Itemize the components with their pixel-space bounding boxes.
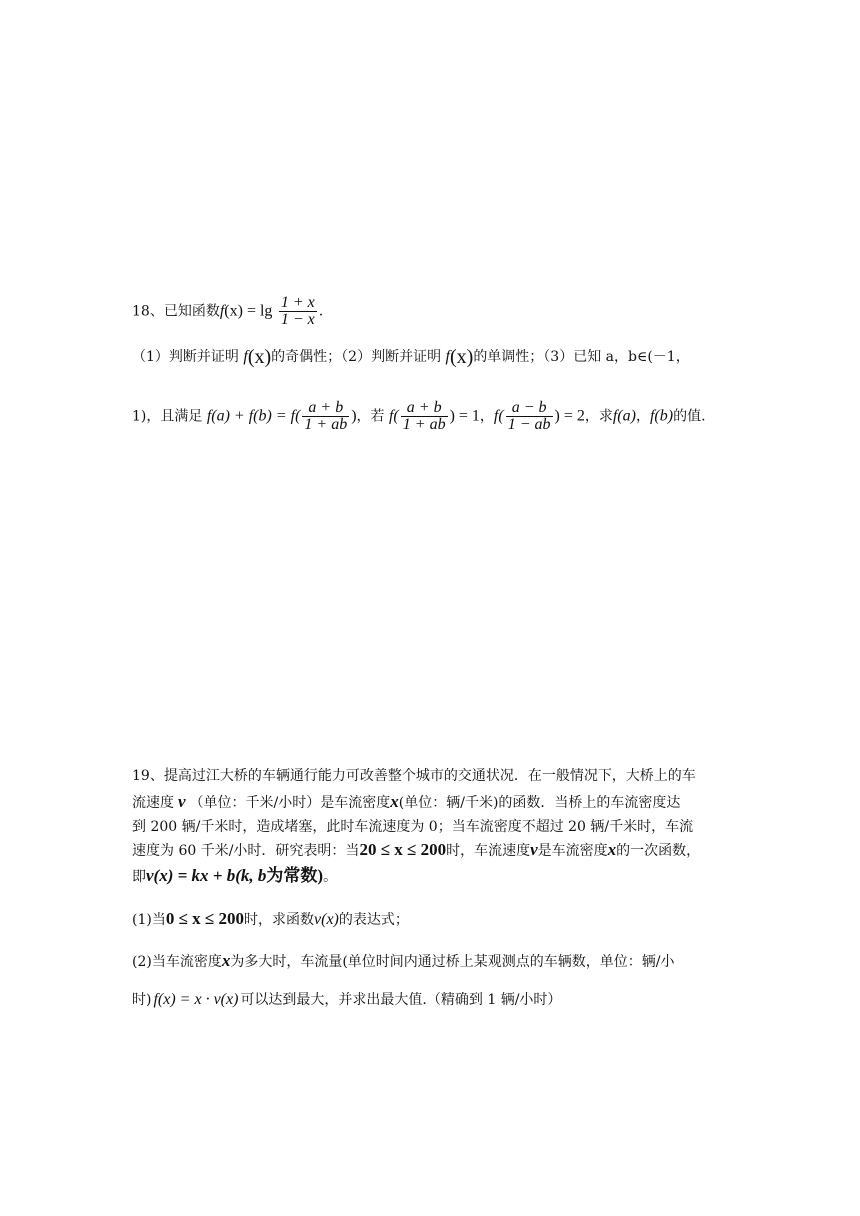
q18-ab-num: a + b	[302, 400, 349, 417]
q19-line5	[132, 866, 337, 887]
q18-eq2-num: a − b	[506, 400, 553, 417]
q19-x: x	[390, 792, 399, 811]
q19-line2	[132, 792, 680, 813]
q18-eq-lg: = lg	[242, 302, 273, 320]
q18-eq1-den: 1 + ab	[402, 416, 446, 433]
q18-statement	[132, 295, 323, 328]
q18-ask: ，求	[584, 408, 613, 425]
q18-eq1-val: ) = 1	[449, 407, 480, 425]
q19-line5-end: 。	[323, 869, 338, 885]
q18-condition-line	[132, 400, 706, 433]
q19-p1-a: (1)当	[132, 912, 166, 928]
q18-cond1-frac	[302, 400, 349, 433]
q19-part2	[132, 951, 675, 972]
q18-sep: ，	[479, 408, 494, 425]
q19-p1-c: 的表达式；	[338, 912, 409, 928]
q19-line2-a: 流速度	[132, 795, 174, 811]
q18-fb: f(b)	[649, 407, 674, 425]
q18-part2-tail: 的单调性；（3）已知 a，b∈(－1，	[473, 349, 690, 365]
q18-part1-f: f	[243, 348, 248, 365]
q19-part2-line2	[132, 990, 561, 1010]
q18-eq2-val: ) = 2	[554, 407, 585, 425]
q19-line5-const: 为常数)	[266, 866, 324, 885]
q19-line4-a: 速度为 60 千米/小时．研究表明：当	[132, 843, 360, 859]
q19-line5-a: 即	[132, 869, 146, 885]
q18-frac-num: 1 + x	[280, 294, 315, 311]
q19-ineq1: 20 ≤ x ≤ 200	[359, 840, 447, 859]
q18-part1-x: (x)	[247, 346, 272, 368]
q19-line1: 19、提高过江大桥的车辆通行能力可改善整个城市的交通状况．在一般情况下，大桥上的车	[132, 768, 696, 784]
q19-v: v	[178, 792, 186, 811]
q18-sep2: ，	[635, 408, 650, 425]
q19-p2-b: 为多大时，车流量(单位时间内通过桥上某观测点的车辆数，单位：辆/小	[230, 954, 675, 970]
q18-comma-if: ，若	[356, 408, 385, 425]
q19-vx: v(x)	[314, 911, 339, 928]
q18-eq1-num: a + b	[401, 400, 448, 417]
q18-ab-den: 1 + ab	[304, 416, 348, 433]
q19-x2: x	[607, 840, 617, 859]
q18-part2-f: f	[445, 348, 450, 365]
q19-line4-c: 是车流密度	[537, 843, 608, 859]
q18-eq2-frac	[506, 400, 553, 433]
q18-cond1: f(a) + f(b) = f(	[206, 407, 301, 425]
q18-intro: 18、已知函数	[132, 303, 220, 320]
q18-line3-start: 1)，且满足	[132, 408, 203, 425]
q19-p1-b: 时，求函数	[244, 912, 315, 928]
q18-eq1-frac	[401, 400, 448, 433]
q19-v2: v	[530, 840, 538, 859]
q18-ask-end: 的值.	[673, 408, 706, 425]
q18-fa: f(a)	[612, 407, 636, 425]
q18-x-paren: (x)	[224, 302, 243, 320]
q18-eq1-f: f(	[388, 407, 399, 425]
q19-p2-line2-b: 可以达到最大，并求出最大值.（精确到 1 辆/小时）	[240, 992, 562, 1008]
q19-line2-b: （单位：千米/小时）是车流密度	[189, 795, 391, 811]
q19-line4-d: 的一次函数，	[616, 843, 701, 859]
q19-x3: x	[221, 951, 231, 970]
q18-part1-open: （1）判断并证明	[132, 349, 239, 365]
q18-part1-tail: 的奇偶性；（2）判断并证明	[271, 349, 442, 365]
q18-frac-den: 1 − x	[280, 311, 315, 328]
q18-parts-line	[132, 347, 690, 367]
q19-part1	[132, 909, 409, 930]
q18-part2-x: (x)	[449, 346, 474, 368]
q18-f: f	[219, 302, 225, 320]
q19-line4	[132, 840, 700, 861]
q19-ineq2: 0 ≤ x ≤ 200	[165, 909, 245, 928]
q18-eq2-f: f(	[493, 407, 504, 425]
q18-cond1-close: )	[351, 407, 357, 425]
q18-fraction	[279, 295, 317, 328]
q19-line3: 到 200 辆/千米时，造成堵塞，此时车流速度为 0；当车流密度不超过 20 辆/千米时，车流	[132, 819, 694, 835]
q18-period: .	[318, 303, 324, 320]
q18-eq2-den: 1 − ab	[507, 416, 551, 433]
q19-p2-a: (2)当车流密度	[132, 954, 222, 970]
q19-line2-c: (单位：辆/千米)的函数．当桥上的车流密度达	[398, 795, 681, 811]
q19-fx-formula: f(x) = x · v(x)	[153, 991, 239, 1008]
q19-line4-b: 时，车流速度	[446, 843, 531, 859]
q19-line5-formula: v(x) = kx + b(k, b	[146, 866, 267, 885]
q19-p2-line2-a: 时)	[132, 992, 152, 1008]
